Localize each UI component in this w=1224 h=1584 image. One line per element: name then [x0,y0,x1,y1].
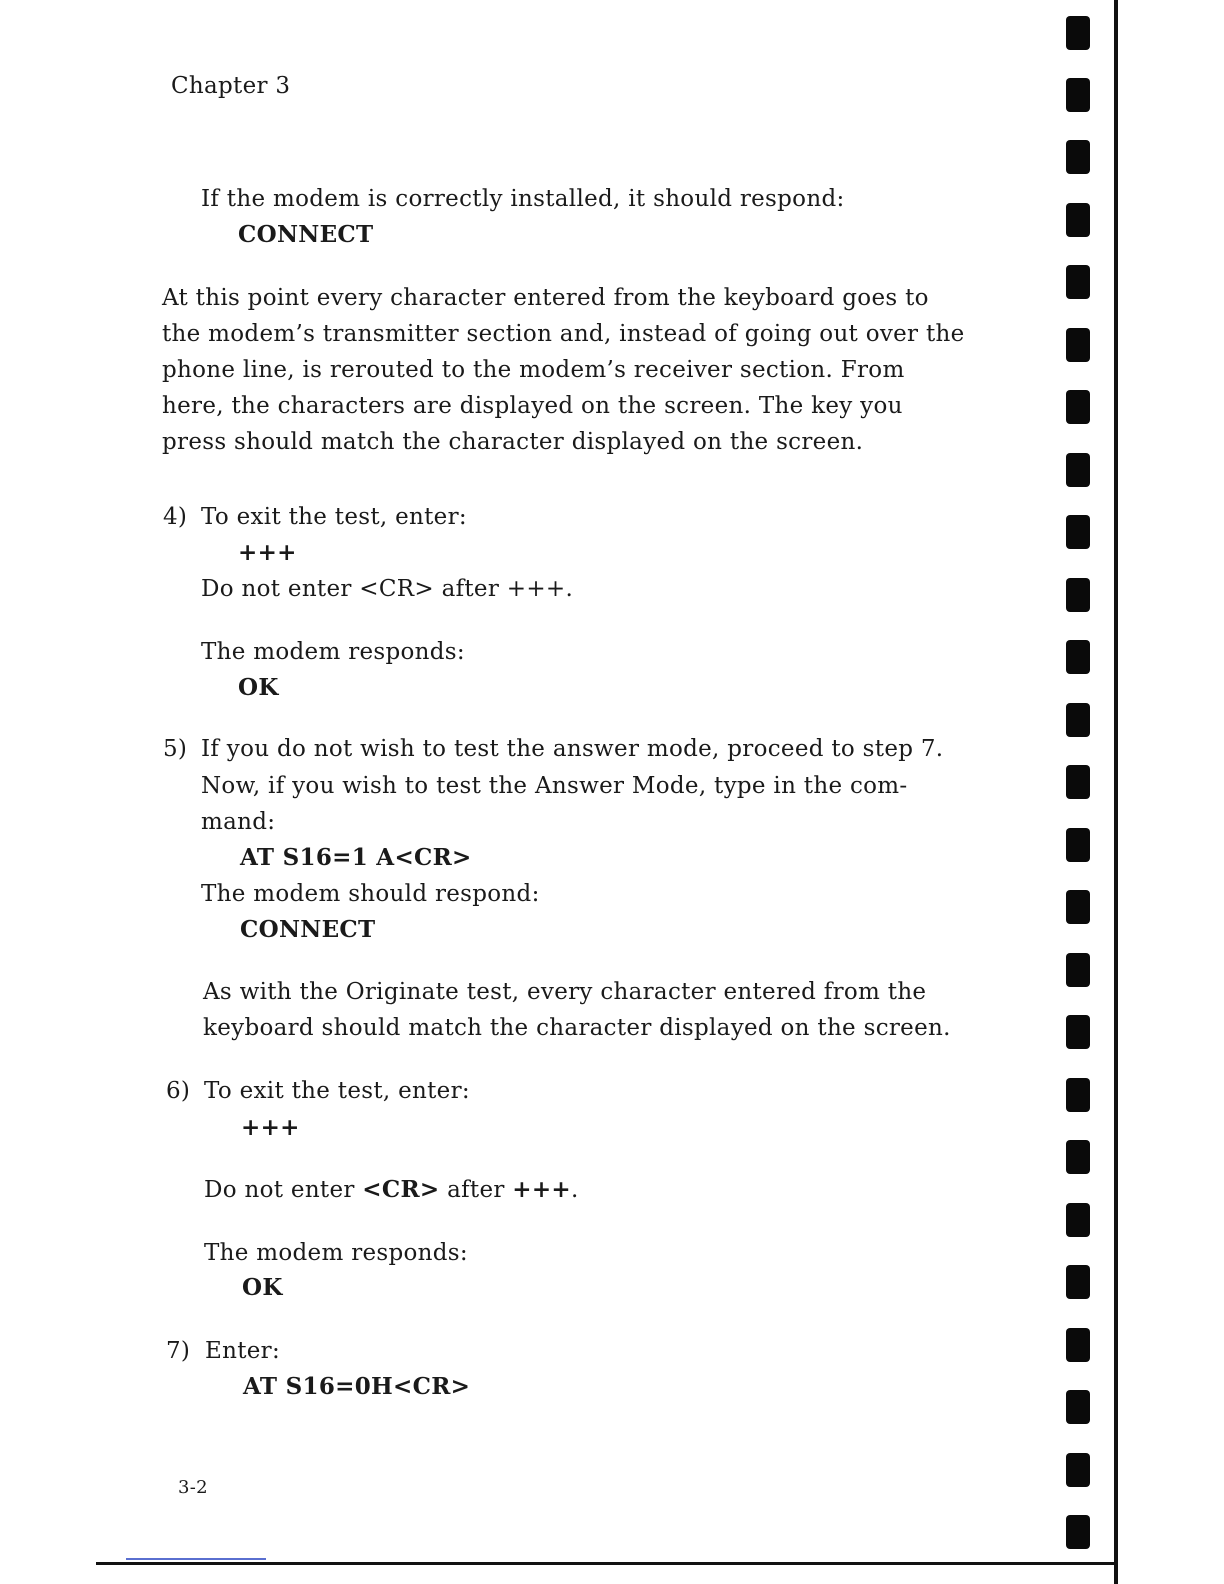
step-5-response-label: The modem should respond: [201,881,540,907]
step-4-response-label: The modem responds: [201,639,465,665]
binding-hole [1066,1328,1090,1362]
binding-hole [1066,1140,1090,1174]
step-6-note-cr: <CR> [362,1176,440,1203]
binding-hole [1066,640,1090,674]
step-5-number: 5) [163,736,188,762]
install-check-text: If the modem is correctly installed, it should respond: [201,186,845,212]
binding-hole [1066,16,1090,50]
step-5-para-line-2: keyboard should match the character displayed on the screen. [203,1015,951,1041]
step-7-command: AT S16=0H<CR> [243,1373,471,1400]
binding-hole [1066,515,1090,549]
step-6-text: To exit the test, enter: [204,1078,470,1104]
paragraph-line-2: the modem’s transmitter section and, instead of going out over the [162,321,965,347]
binding-hole [1066,765,1090,799]
step-7-text: Enter: [205,1338,281,1364]
step-5-para-line-1: As with the Originate test, every character entered from the [203,979,927,1005]
binding-hole [1066,1390,1090,1424]
binding-hole [1066,78,1090,112]
step-6-response-label: The modem responds: [204,1240,468,1266]
step-6-note-plus: +++ [512,1176,571,1203]
binding-hole [1066,1203,1090,1237]
binding-hole [1066,890,1090,924]
paragraph-line-4: here, the characters are displayed on the screen. The key you [162,393,903,419]
binding-hole [1066,1015,1090,1049]
step-4-code: +++ [238,539,297,566]
page-edge-bottom [96,1562,1118,1565]
binding-holes [1066,16,1092,1576]
binding-hole [1066,203,1090,237]
page-edge-right [1114,0,1118,1584]
step-5-line-3: mand: [201,809,276,835]
step-6-note-pre: Do not enter [204,1177,363,1203]
binding-hole [1066,1453,1090,1487]
binding-hole [1066,1078,1090,1112]
paragraph-line-5: press should match the character displayed on the screen. [162,429,864,455]
binding-hole [1066,703,1090,737]
binding-hole [1066,1515,1090,1549]
binding-hole [1066,390,1090,424]
binding-hole [1066,140,1090,174]
paragraph-line-1: At this point every character entered from the keyboard goes to [162,285,929,311]
step-7-number: 7) [166,1338,191,1364]
binding-hole [1066,953,1090,987]
step-5-command: AT S16=1 A<CR> [240,844,472,871]
binding-hole [1066,265,1090,299]
step-4-number: 4) [163,504,188,530]
chapter-header: Chapter 3 [171,73,291,99]
step-5-response-connect: CONNECT [240,916,376,943]
step-4-text: To exit the test, enter: [201,504,467,530]
step-6-note-mid: after [439,1177,513,1203]
step-6-note-end: . [570,1177,579,1203]
page-number: 3-2 [178,1477,208,1498]
step-4-note: Do not enter <CR> after +++. [201,576,574,602]
step-4-response-ok: OK [238,674,279,701]
step-5-line-1: If you do not wish to test the answer mode, proceed to step 7. [201,736,944,762]
step-6-code: +++ [241,1114,300,1141]
binding-hole [1066,1265,1090,1299]
binding-hole [1066,453,1090,487]
page-edge-mark [126,1558,266,1560]
step-6-note [204,1172,579,1208]
paragraph-line-3: phone line, is rerouted to the modem’s receiver section. From [162,357,905,383]
binding-hole [1066,328,1090,362]
step-5-line-2: Now, if you wish to test the Answer Mode, type in the com- [201,773,908,799]
binding-hole [1066,578,1090,612]
step-6-number: 6) [166,1078,191,1104]
binding-hole [1066,828,1090,862]
connect-response-1: CONNECT [238,221,374,248]
step-6-response-ok: OK [242,1274,283,1301]
